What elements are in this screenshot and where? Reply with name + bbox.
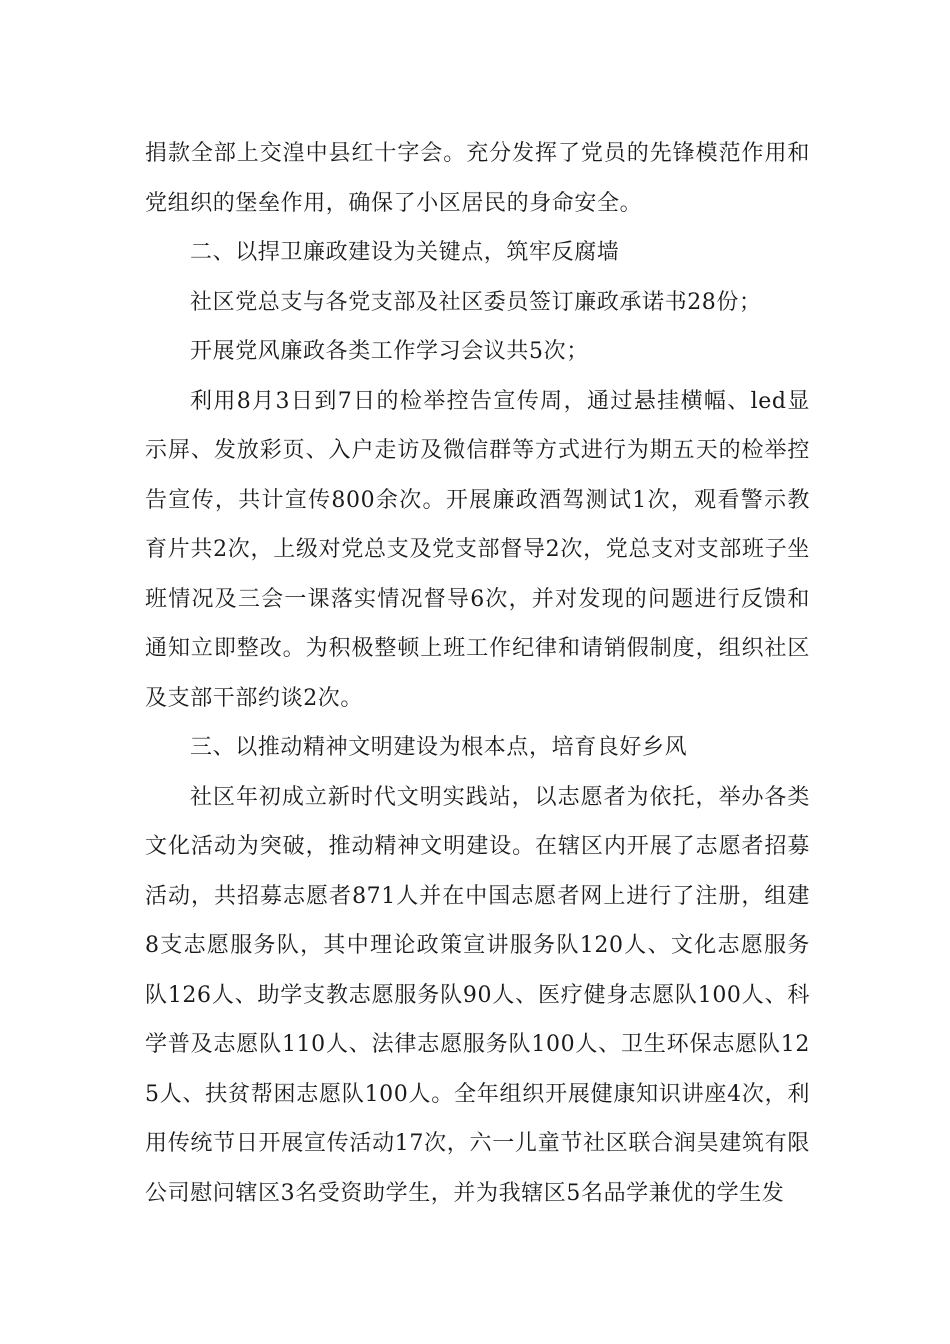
paragraph-publicity: 利用8月3日到7日的检举控告宣传周，通过悬挂横幅、led显示屏、发放彩页、入户走访及微信群等方式进行为期五天的检举控告宣传，共计宣传800余次。开展廉政酒驾测试1次，观看警示教育片共2次，上级对党总支及党支部督导2次，党总支对支部班子坐班情况及三会一课落实情况督导6次，并对发现的问题进行反馈和通知立即整改。为积极整顿上班工作纪律和请销假制度，组织社区及支部干部约谈2次。 (145, 388, 810, 711)
section-heading-2: 二、以捍卫廉政建设为关键点，筑牢反腐墙 (190, 240, 620, 265)
paragraph-commitment: 社区党总支与各党支部及社区委员签订廉政承诺书28份； (190, 289, 762, 315)
paragraph-volunteers: 社区年初成立新时代文明实践站，以志愿者为依托，举办各类文化活动为突破，推动精神文明建设。在辖区内开展了志愿者招募活动，共招募志愿者871人并在中国志愿者网上进行了注册，组建8支志愿服务队，其中理论政策宣讲服务队120人、文化志愿服务队126人、助学支教志愿服务队90人、医疗健身志愿队100人、科学普及志愿队110人、法律志愿服务队100人、卫生环保志愿队125人、扶贫帮困志愿队100人。全年组织开展健康知识讲座4次，利用传统节日开展宣传活动17次，六一儿童节社区联合润昊建筑有限公司慰问辖区3名受资助学生，并为我辖区5名品学兼优的学生发 (145, 784, 810, 1206)
paragraph-meetings: 开展党风廉政各类工作学习会议共5次； (190, 339, 589, 364)
section-heading-3: 三、以推动精神文明建设为根本点，培育良好乡风 (190, 735, 688, 760)
paragraph-continuation: 捐款全部上交湟中县红十字会。充分发挥了党员的先锋模范作用和党组织的堡垒作用，确保了小区居民的身命安全。 (145, 141, 810, 216)
document-body (145, 129, 810, 1218)
